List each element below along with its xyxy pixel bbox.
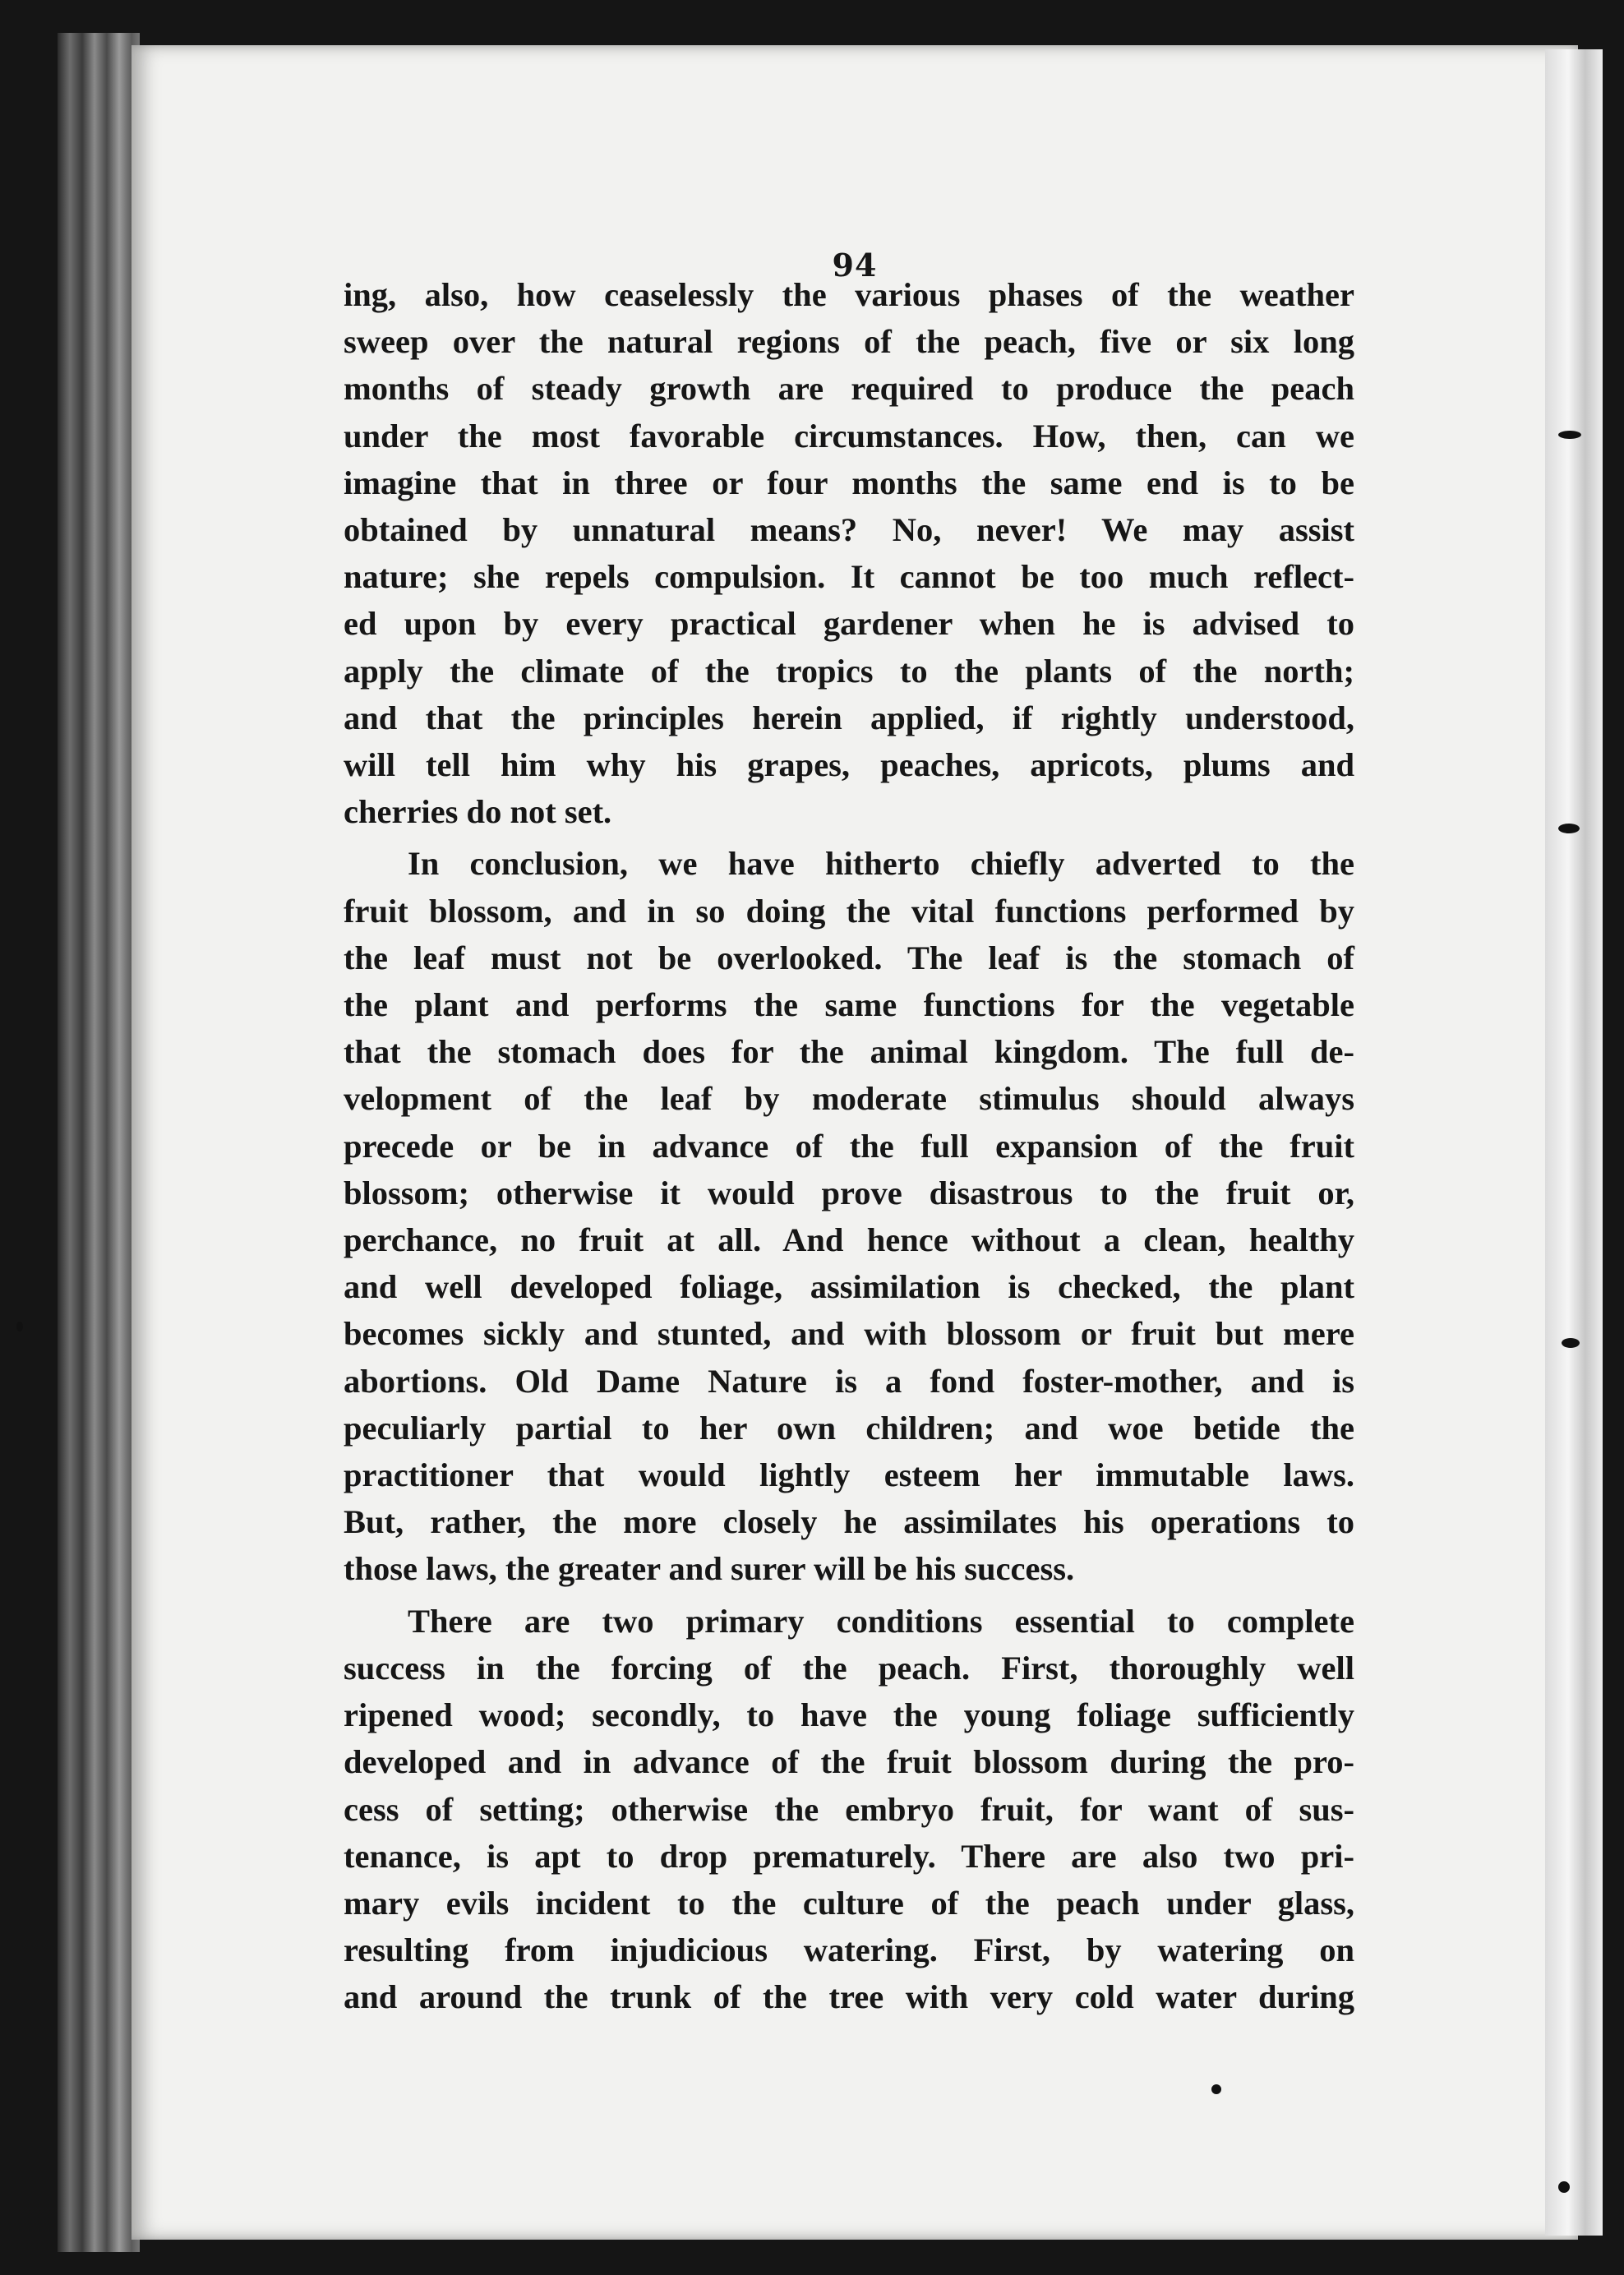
book-binding-edge: [58, 33, 140, 2252]
text-line: and around the trunk of the tree with very cold water during: [344, 1978, 1354, 2016]
text-line: ing, also, how ceaselessly the various phases of the weather: [344, 276, 1354, 313]
text-line: obtained by unnatural means? No, never! We may assist: [344, 511, 1354, 549]
text-line: imagine that in three or four months the same end is to be: [344, 464, 1354, 501]
text-line: sweep over the natural regions of the peach, five or six long: [344, 323, 1354, 361]
text-line: apply the climate of the tropics to the plants of the north;: [344, 652, 1354, 690]
text-line: cess of setting; otherwise the embryo fruit, for want of sus-: [344, 1790, 1354, 1828]
text-line: In conclusion, we have hitherto chiefly adverted to the: [408, 845, 1354, 883]
text-line: abortions. Old Dame Nature is a fond foster-mother, and is: [344, 1362, 1354, 1400]
text-line: mary evils incident to the culture of the peach under glass,: [344, 1884, 1354, 1922]
text-line: cherries do not set.: [344, 793, 612, 831]
scan-speck: [16, 1322, 23, 1331]
scan-speck: [1558, 2181, 1570, 2193]
text-line: ed upon by every practical gardener when he is advised to: [344, 605, 1354, 643]
text-line: fruit blossom, and in so doing the vital functions performed by: [344, 892, 1354, 930]
text-line: ripened wood; secondly, to have the young foliage sufficiently: [344, 1696, 1354, 1734]
scan-speck: [1558, 431, 1581, 439]
text-line: blossom; otherwise it would prove disastrous to the fruit or,: [344, 1174, 1354, 1211]
text-line: perchance, no fruit at all. And hence without a clean, healthy: [344, 1221, 1354, 1259]
text-line: tenance, is apt to drop prematurely. There are also two pri-: [344, 1837, 1354, 1875]
text-line: There are two primary conditions essential to complete: [408, 1602, 1354, 1640]
text-line: and that the principles herein applied, if rightly understood,: [344, 699, 1354, 736]
text-line: that the stomach does for the animal kingdom. The full de-: [344, 1033, 1354, 1071]
text-line: velopment of the leaf by moderate stimulus should always: [344, 1080, 1354, 1118]
text-line: the plant and performs the same functions for the vegetable: [344, 986, 1354, 1024]
text-line: success in the forcing of the peach. First, thoroughly well: [344, 1649, 1354, 1687]
text-line: and well developed foliage, assimilation is checked, the plant: [344, 1268, 1354, 1306]
text-line: nature; she repels compulsion. It cannot be too much reflect-: [344, 558, 1354, 596]
text-line: months of steady growth are required to produce the peach: [344, 370, 1354, 408]
text-line: those laws, the greater and surer will be his success.: [344, 1550, 1075, 1588]
text-line: practitioner that would lightly esteem her immutable laws.: [344, 1456, 1354, 1494]
text-line: But, rather, the more closely he assimilates his operations to: [344, 1503, 1354, 1541]
text-line: becomes sickly and stunted, and with blossom or fruit but mere: [344, 1315, 1354, 1353]
text-line: will tell him why his grapes, peaches, apricots, plums and: [344, 746, 1354, 784]
text-line: the leaf must not be overlooked. The leaf is the stomach of: [344, 939, 1354, 976]
text-line: peculiarly partial to her own children; and woe betide the: [344, 1409, 1354, 1447]
scan-speck: [1211, 2084, 1221, 2094]
body-text: [344, 271, 1354, 2021]
page-number: 94: [832, 247, 878, 284]
text-line: precede or be in advance of the full expansion of the fruit: [344, 1127, 1354, 1165]
scan-speck: [1558, 824, 1580, 833]
text-line: under the most favorable circumstances. How, then, can we: [344, 417, 1354, 455]
text-line: developed and in advance of the fruit blossom during the pro-: [344, 1743, 1354, 1781]
page-right-edge: [1545, 49, 1603, 2236]
scan-speck: [1562, 1338, 1580, 1348]
text-line: resulting from injudicious watering. First, by watering on: [344, 1931, 1354, 1969]
